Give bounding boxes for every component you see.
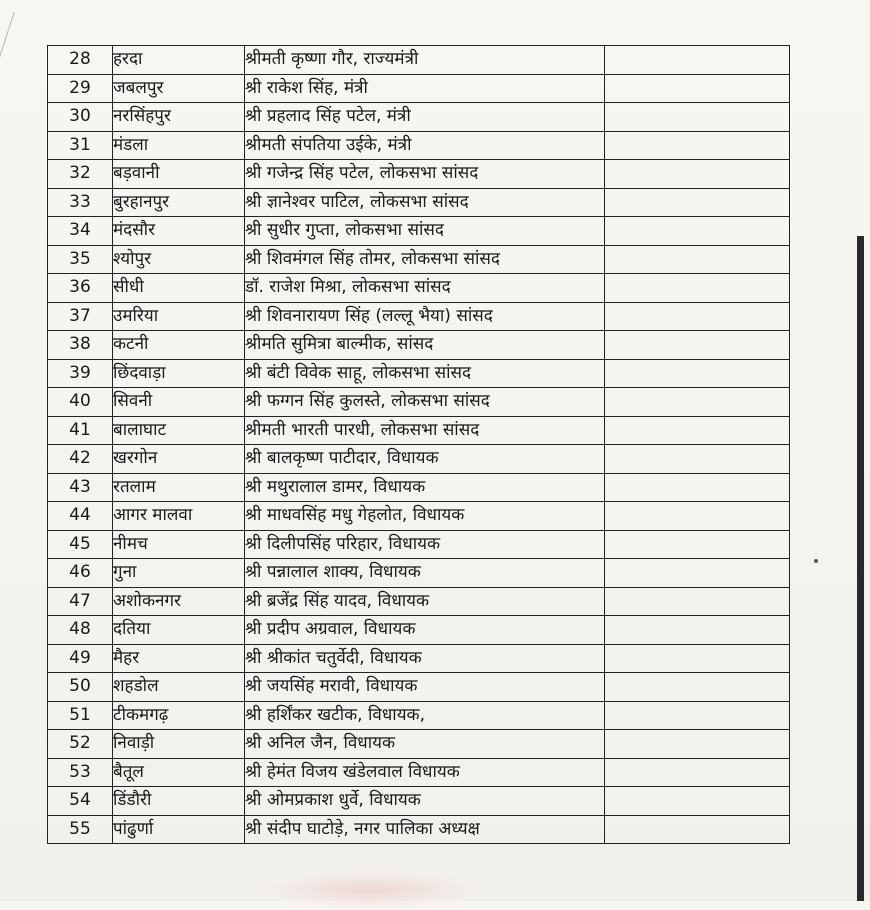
incharge-name-cell: श्री जयसिंह मरावी, विधायक	[245, 673, 605, 702]
table-row	[48, 701, 790, 730]
paper-stain	[260, 870, 480, 910]
table-row	[48, 302, 790, 331]
incharge-name-cell: श्री मथुरालाल डामर, विधायक	[245, 473, 605, 502]
district-cell: पांढुर्णा	[113, 815, 245, 844]
incharge-name-cell: श्रीमति सुमित्रा बाल्मीक, सांसद	[245, 331, 605, 360]
table-row	[48, 530, 790, 559]
serial-number-cell: 31	[48, 131, 113, 160]
blank-cell	[605, 416, 790, 445]
district-cell: मैहर	[113, 644, 245, 673]
incharge-name-cell: श्री श्रीकांत चतुर्वेदी, विधायक	[245, 644, 605, 673]
blank-cell	[605, 388, 790, 417]
blank-cell	[605, 302, 790, 331]
district-cell: डिंडौरी	[113, 787, 245, 816]
district-cell: श्योपुर	[113, 245, 245, 274]
incharge-name-cell: श्री बंटी विवेक साहू, लोकसभा सांसद	[245, 359, 605, 388]
district-cell: मंदसौर	[113, 217, 245, 246]
table-row	[48, 274, 790, 303]
incharge-name-cell: श्री शिवनारायण सिंह (लल्लू भैया) सांसद	[245, 302, 605, 331]
table-row	[48, 815, 790, 844]
incharge-name-cell: श्री ब्रजेंद्र सिंह यादव, विधायक	[245, 587, 605, 616]
district-cell: अशोकनगर	[113, 587, 245, 616]
serial-number-cell: 34	[48, 217, 113, 246]
blank-cell	[605, 758, 790, 787]
blank-cell	[605, 616, 790, 645]
district-cell: गुना	[113, 559, 245, 588]
table-row	[48, 188, 790, 217]
serial-number-cell: 44	[48, 502, 113, 531]
table-row	[48, 103, 790, 132]
table-row	[48, 160, 790, 189]
district-cell: छिंदवाड़ा	[113, 359, 245, 388]
incharge-name-cell: श्री हर्शिंकर खटीक, विधायक,	[245, 701, 605, 730]
district-cell: दतिया	[113, 616, 245, 645]
district-cell: कटनी	[113, 331, 245, 360]
incharge-name-cell: श्री सुधीर गुप्ता, लोकसभा सांसद	[245, 217, 605, 246]
serial-number-cell: 55	[48, 815, 113, 844]
serial-number-cell: 46	[48, 559, 113, 588]
district-cell: नरसिंहपुर	[113, 103, 245, 132]
district-cell: बालाघाट	[113, 416, 245, 445]
incharge-name-cell: श्री प्रहलाद सिंह पटेल, मंत्री	[245, 103, 605, 132]
blank-cell	[605, 103, 790, 132]
incharge-name-cell: श्रीमती कृष्णा गौर, राज्यमंत्री	[245, 46, 605, 75]
blank-cell	[605, 217, 790, 246]
table-row	[48, 74, 790, 103]
incharge-name-cell: श्री माधवसिंह मधु गेहलोत, विधायक	[245, 502, 605, 531]
district-cell: निवाड़ी	[113, 730, 245, 759]
incharge-name-cell: श्री राकेश सिंह, मंत्री	[245, 74, 605, 103]
incharge-name-cell: श्री अनिल जैन, विधायक	[245, 730, 605, 759]
blank-cell	[605, 587, 790, 616]
district-cell: सिवनी	[113, 388, 245, 417]
district-cell: रतलाम	[113, 473, 245, 502]
blank-cell	[605, 787, 790, 816]
district-cell: बुरहानपुर	[113, 188, 245, 217]
incharge-name-cell: डॉ. राजेश मिश्रा, लोकसभा सांसद	[245, 274, 605, 303]
incharge-name-cell: श्रीमती भारती पारधी, लोकसभा सांसद	[245, 416, 605, 445]
serial-number-cell: 35	[48, 245, 113, 274]
blank-cell	[605, 673, 790, 702]
incharge-name-cell: श्री प्रदीप अग्रवाल, विधायक	[245, 616, 605, 645]
serial-number-cell: 28	[48, 46, 113, 75]
incharge-list-table	[47, 45, 790, 844]
table-row	[48, 473, 790, 502]
district-cell: हरदा	[113, 46, 245, 75]
district-cell: बैतूल	[113, 758, 245, 787]
blank-cell	[605, 188, 790, 217]
incharge-name-cell: श्रीमती संपतिया उईके, मंत्री	[245, 131, 605, 160]
table-row	[48, 217, 790, 246]
blank-cell	[605, 644, 790, 673]
district-cell: शहडोल	[113, 673, 245, 702]
serial-number-cell: 30	[48, 103, 113, 132]
blank-cell	[605, 359, 790, 388]
table-body	[48, 46, 790, 844]
district-cell: सीधी	[113, 274, 245, 303]
serial-number-cell: 41	[48, 416, 113, 445]
blank-cell	[605, 730, 790, 759]
serial-number-cell: 49	[48, 644, 113, 673]
serial-number-cell: 37	[48, 302, 113, 331]
blank-cell	[605, 46, 790, 75]
page-edge-shadow	[857, 236, 864, 901]
blank-cell	[605, 74, 790, 103]
blank-cell	[605, 131, 790, 160]
table-row	[48, 359, 790, 388]
table-row	[48, 46, 790, 75]
serial-number-cell: 51	[48, 701, 113, 730]
paper-fold-mark	[0, 12, 31, 72]
serial-number-cell: 43	[48, 473, 113, 502]
blank-cell	[605, 245, 790, 274]
incharge-name-cell: श्री बालकृष्ण पाटीदार, विधायक	[245, 445, 605, 474]
incharge-name-cell: श्री शिवमंगल सिंह तोमर, लोकसभा सांसद	[245, 245, 605, 274]
serial-number-cell: 42	[48, 445, 113, 474]
district-cell: टीकमगढ़	[113, 701, 245, 730]
blank-cell	[605, 502, 790, 531]
blank-cell	[605, 445, 790, 474]
table-row	[48, 245, 790, 274]
incharge-name-cell: श्री पन्नालाल शाक्य, विधायक	[245, 559, 605, 588]
serial-number-cell: 39	[48, 359, 113, 388]
table-row	[48, 730, 790, 759]
table-row	[48, 616, 790, 645]
district-cell: आगर मालवा	[113, 502, 245, 531]
blank-cell	[605, 331, 790, 360]
table-row	[48, 673, 790, 702]
serial-number-cell: 38	[48, 331, 113, 360]
serial-number-cell: 32	[48, 160, 113, 189]
table-row	[48, 131, 790, 160]
blank-cell	[605, 815, 790, 844]
table-row	[48, 388, 790, 417]
serial-number-cell: 29	[48, 74, 113, 103]
blank-cell	[605, 701, 790, 730]
incharge-name-cell: श्री संदीप घाटोड़े, नगर पालिका अध्यक्ष	[245, 815, 605, 844]
incharge-name-cell: श्री ओमप्रकाश धुर्वे, विधायक	[245, 787, 605, 816]
table-row	[48, 644, 790, 673]
incharge-name-cell: श्री हेमंत विजय खंडेलवाल विधायक	[245, 758, 605, 787]
serial-number-cell: 33	[48, 188, 113, 217]
district-cell: उमरिया	[113, 302, 245, 331]
serial-number-cell: 48	[48, 616, 113, 645]
serial-number-cell: 53	[48, 758, 113, 787]
serial-number-cell: 50	[48, 673, 113, 702]
district-cell: बड़वानी	[113, 160, 245, 189]
table-row	[48, 416, 790, 445]
table-row	[48, 587, 790, 616]
table-row	[48, 331, 790, 360]
table-row	[48, 758, 790, 787]
table-row	[48, 445, 790, 474]
incharge-name-cell: श्री ज्ञानेश्वर पाटिल, लोकसभा सांसद	[245, 188, 605, 217]
serial-number-cell: 45	[48, 530, 113, 559]
blank-cell	[605, 160, 790, 189]
incharge-name-cell: श्री फग्गन सिंह कुलस्ते, लोकसभा सांसद	[245, 388, 605, 417]
district-cell: खरगोन	[113, 445, 245, 474]
district-cell: जबलपुर	[113, 74, 245, 103]
blank-cell	[605, 530, 790, 559]
ink-dot	[814, 559, 818, 563]
serial-number-cell: 47	[48, 587, 113, 616]
district-cell: नीमच	[113, 530, 245, 559]
serial-number-cell: 36	[48, 274, 113, 303]
blank-cell	[605, 559, 790, 588]
table-row	[48, 787, 790, 816]
table-row	[48, 502, 790, 531]
incharge-name-cell: श्री गजेन्द्र सिंह पटेल, लोकसभा सांसद	[245, 160, 605, 189]
serial-number-cell: 54	[48, 787, 113, 816]
serial-number-cell: 40	[48, 388, 113, 417]
table-row	[48, 559, 790, 588]
blank-cell	[605, 274, 790, 303]
serial-number-cell: 52	[48, 730, 113, 759]
blank-cell	[605, 473, 790, 502]
district-cell: मंडला	[113, 131, 245, 160]
incharge-name-cell: श्री दिलीपसिंह परिहार, विधायक	[245, 530, 605, 559]
